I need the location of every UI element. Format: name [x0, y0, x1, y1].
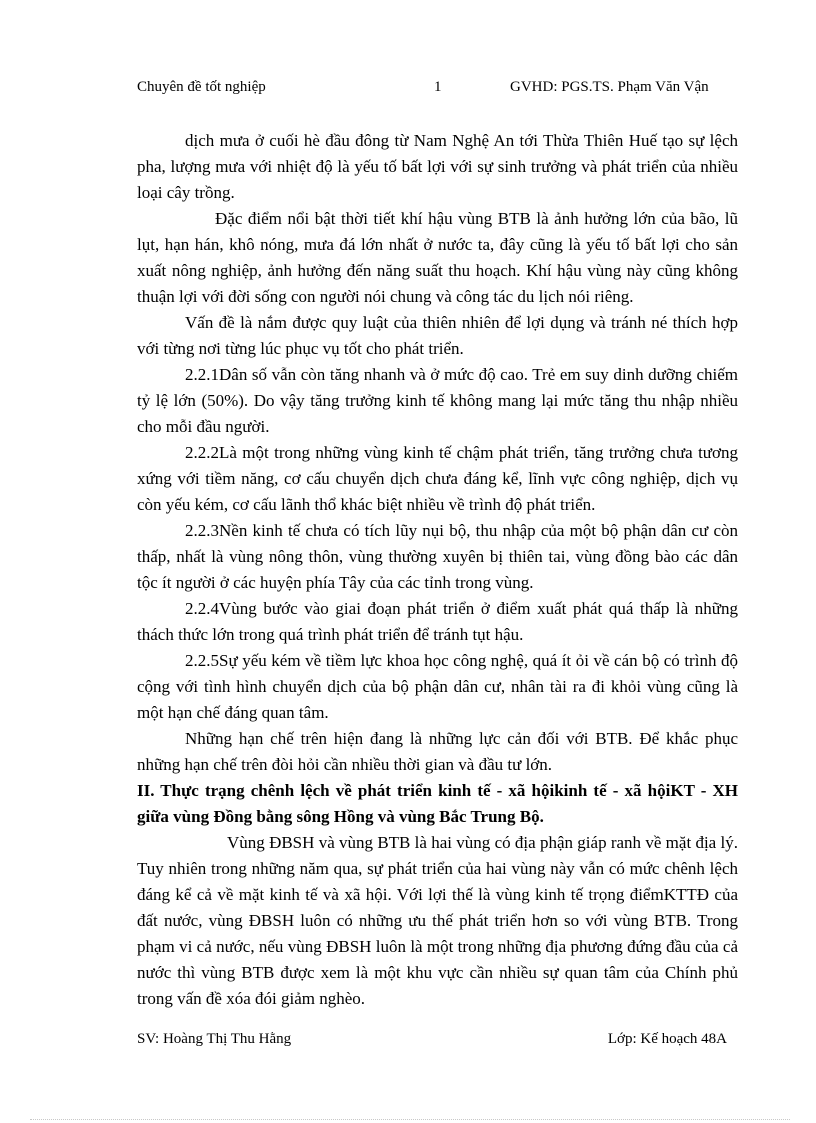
header-supervisor: GVHD: PGS.TS. Phạm Văn Vận: [510, 79, 709, 95]
paragraph-2-2-2: 2.2.2Là một trong những vùng kinh tế chậm phát triển, tăng trưởng chưa tương xứng với tiềm năng, cơ cấu chuyển dịch chưa đáng kể, lĩnh vực công nghiệp, dịch vụ còn yếu kém, cơ cấu lãnh thổ khác biệt nhiều về trình độ phát triển.: [137, 443, 738, 514]
paragraph-limitations: Những hạn chế trên hiện đang là những lực cản đối với BTB. Để khắc phục những hạn chế trên đòi hỏi cần nhiều thời gian và đầu tư lớn.: [137, 729, 738, 774]
paragraph-2-2-4: 2.2.4Vùng bước vào giai đoạn phát triển ở điểm xuất phát quá thấp là những thách thức lớn trong quá trình phát triển để tránh tụt hậu.: [137, 599, 738, 644]
header-thesis-title: Chuyên đề tốt nghiệp: [137, 79, 266, 95]
paragraph-nature-rules: Vấn đề là nắm được quy luật của thiên nhiên để lợi dụng và tránh né thích hợp với từng nơi từng lúc phục vụ tốt cho phát triển.: [137, 313, 738, 358]
page-header: [137, 76, 737, 98]
paragraph-2-2-3: 2.2.3Nền kinh tế chưa có tích lũy nụi bộ, thu nhập của một bộ phận dân cư còn thấp, nhất là vùng nông thôn, vùng thường xuyên bị thiên tai, vùng đồng bào các dân tộc ít người ở các huyện phía Tây của các tỉnh trong vùng.: [137, 521, 738, 592]
page-bottom-divider: [30, 1119, 790, 1120]
header-page-number: 1: [434, 79, 442, 95]
page-footer: [137, 1028, 737, 1050]
paragraph-continuation: dịch mưa ở cuối hè đầu đông từ Nam Nghệ An tới Thừa Thiên Huế tạo sự lệch pha, lượng mưa với nhiệt độ là yếu tố bất lợi với sự sinh trưởng và phát triển của nhiều loại cây trồng.: [137, 131, 738, 202]
paragraph-2-2-1: 2.2.1Dân số vẫn còn tăng nhanh và ở mức độ cao. Trẻ em suy dinh dưỡng chiếm tỷ lệ lớn (50%). Do vậy tăng trưởng kinh tế không mang lại mức tăng thu nhập nhiều cho mỗi đầu người.: [137, 365, 738, 436]
paragraph-climate: Đặc điểm nổi bật thời tiết khí hậu vùng BTB là ảnh hưởng lớn của bão, lũ lụt, hạn hán, khô nóng, mưa đá lớn nhất ở nước ta, đây cũng là yếu tố bất lợi cho sản xuất nông nghiệp, ảnh hưởng đến năng suất thu hoạch. Khí hậu vùng này cũng không thuận lợi với đời sống con người nói chung và công tác du lịch nói riêng.: [137, 209, 738, 306]
paragraph-2-2-5: 2.2.5Sự yếu kém về tiềm lực khoa học công nghệ, quá ít ỏi về cán bộ có trình độ cộng với tình hình chuyển dịch của bộ phận dân cư, nhân tài ra đi khỏi vùng cũng là một hạn chế đáng quan tâm.: [137, 651, 738, 722]
paragraph-section-intro: Vùng ĐBSH và vùng BTB là hai vùng có địa phận giáp ranh về mặt địa lý. Tuy nhiên trong những năm qua, sự phát triển của hai vùng này vẫn có mức chênh lệch đáng kể cả về mặt kinh tế và xã hội. Với lợi thế là vùng kinh tế trọng điểmKTTĐ của đất nước, vùng ĐBSH luôn có những ưu thế phát triển hơn so với vùng BTB. Trong phạm vi cả nước, nếu vùng ĐBSH luôn là một trong những địa phương đứng đầu của cả nước thì vùng BTB được xem là một khu vực cần nhiều sự quan tâm của Chính phủ trong vấn đề xóa đói giảm nghèo.: [137, 833, 738, 1008]
footer-class: Lớp: Kế hoạch 48A: [607, 1031, 727, 1047]
section-heading: II. Thực trạng chênh lệch về phát triển kinh tế - xã hộikinh tế - xã hộiKT - XH giữa vùng Đồng bằng sông Hồng và vùng Bắc Trung Bộ.: [137, 781, 738, 826]
footer-student-name: SV: Hoàng Thị Thu Hằng: [137, 1031, 292, 1047]
document-body: [137, 128, 738, 1012]
